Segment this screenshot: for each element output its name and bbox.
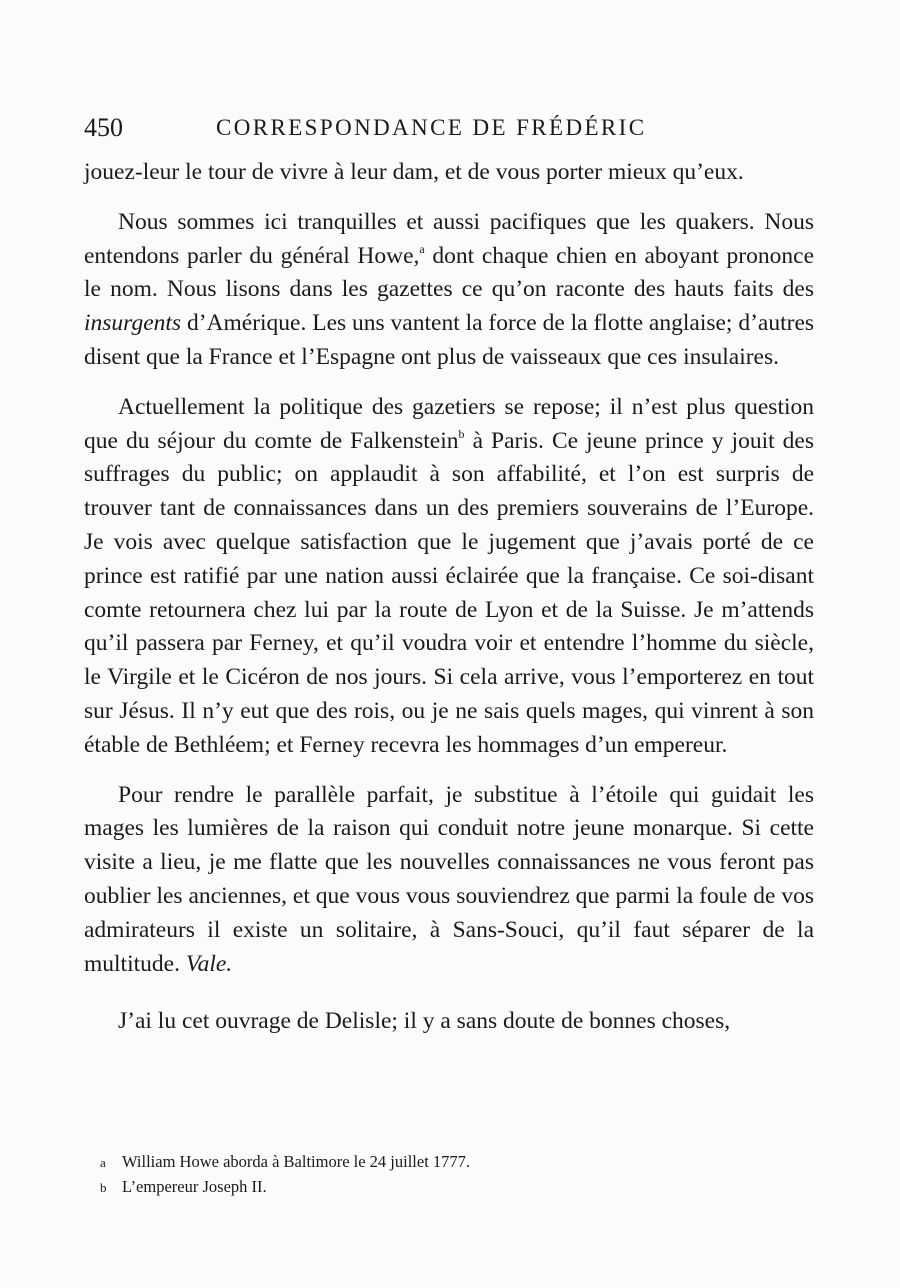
paragraph-text: Nous sommes ici tranquilles et aussi pacifiques que les quakers. Nous entendons parler du général Howe, — [84, 208, 814, 269]
footnote-ref-a: a — [419, 241, 425, 256]
paragraph-text: jouez-leur le tour de vivre à leur dam, et de vous porter mieux qu’eux. — [84, 159, 744, 185]
italic-vale: Vale. — [185, 950, 233, 977]
paragraph-text: d’Amérique. Les uns vantent la force de la flotte anglaise; d’autres disent que la France et l’Espagne ont plus de vaisseaux que ces insulaires. — [84, 310, 815, 370]
footnote-b — [100, 1175, 800, 1200]
footnote-text: William Howe aborda à Baltimore le 24 juillet 1777. — [122, 1152, 471, 1171]
paragraph-text: dont chaque chien en aboyant prononce le nom. Nous lisons dans les gazettes ce qu’on raconte des hauts faits des — [84, 242, 814, 303]
footnote-ref-b: b — [458, 426, 465, 441]
footnote-mark: a — [100, 1155, 106, 1170]
running-head: CORRESPONDANCE DE FRÉDÉRIC — [216, 115, 647, 140]
italic-term: insurgents — [84, 310, 182, 337]
paragraph-text: à Paris. Ce jeune prince y jouit des suffrages du public; on applaudit à son affabilité, et l’on est surpris de trouver tant de connaissances dans un des premiers souverains de l’Europe. Je vois avec quelque satisfaction que le jugement que j’avais porté de ce prince est ratifié par une nation aussi éclairée que la française. Ce soi-disant comte retournera chez lui par la route de Lyon et de la Suisse. Je m’attends qu’il passera par Ferney, et qu’il voudra voir et entendre l’homme du siècle, le Virgile et le Cicéron de nos jours. Si cela arrive, vous l’emporterez en tout sur Jésus. Il n’y eut que des rois, ou je ne sais quels mages, qui vinrent à son étable de Bethléem; et Ferney recevra les hommages d’un empereur. — [84, 427, 814, 758]
paragraph-text: Actuellement la politique des gazetiers se repose; il n’est plus question que du séjour du comte de Falkenstein — [84, 393, 814, 454]
footnote-text: L’empereur Joseph II. — [122, 1177, 267, 1196]
footnotes — [100, 1150, 800, 1200]
body-text — [84, 156, 814, 1055]
paragraph-quakers — [84, 206, 814, 375]
page-header — [84, 112, 824, 144]
paragraph-delisle — [84, 1005, 814, 1039]
paragraph-parallele — [84, 779, 814, 982]
page-number: 450 — [84, 113, 123, 142]
footnote-a — [100, 1150, 800, 1175]
paragraph-text: Pour rendre le parallèle parfait, je substitue à l’étoile qui guidait les mages les lumières de la raison qui conduit notre jeune monarque. Si cette visite a lieu, je me flatte que les nouvelles connaissances ne vous feront pas oublier les anciennes, et que vous vous souviendrez que parmi la foule de vos admirateurs il existe un solitaire, à Sans-Souci, qu’il faut séparer de la multitude. — [84, 781, 814, 977]
paragraph-text: J’ai lu cet ouvrage de Delisle; il y a sans doute de bonnes choses, — [118, 1008, 731, 1035]
paragraph-falkenstein — [84, 391, 814, 763]
paragraph-continued — [84, 156, 814, 190]
footnote-mark: b — [100, 1180, 107, 1195]
